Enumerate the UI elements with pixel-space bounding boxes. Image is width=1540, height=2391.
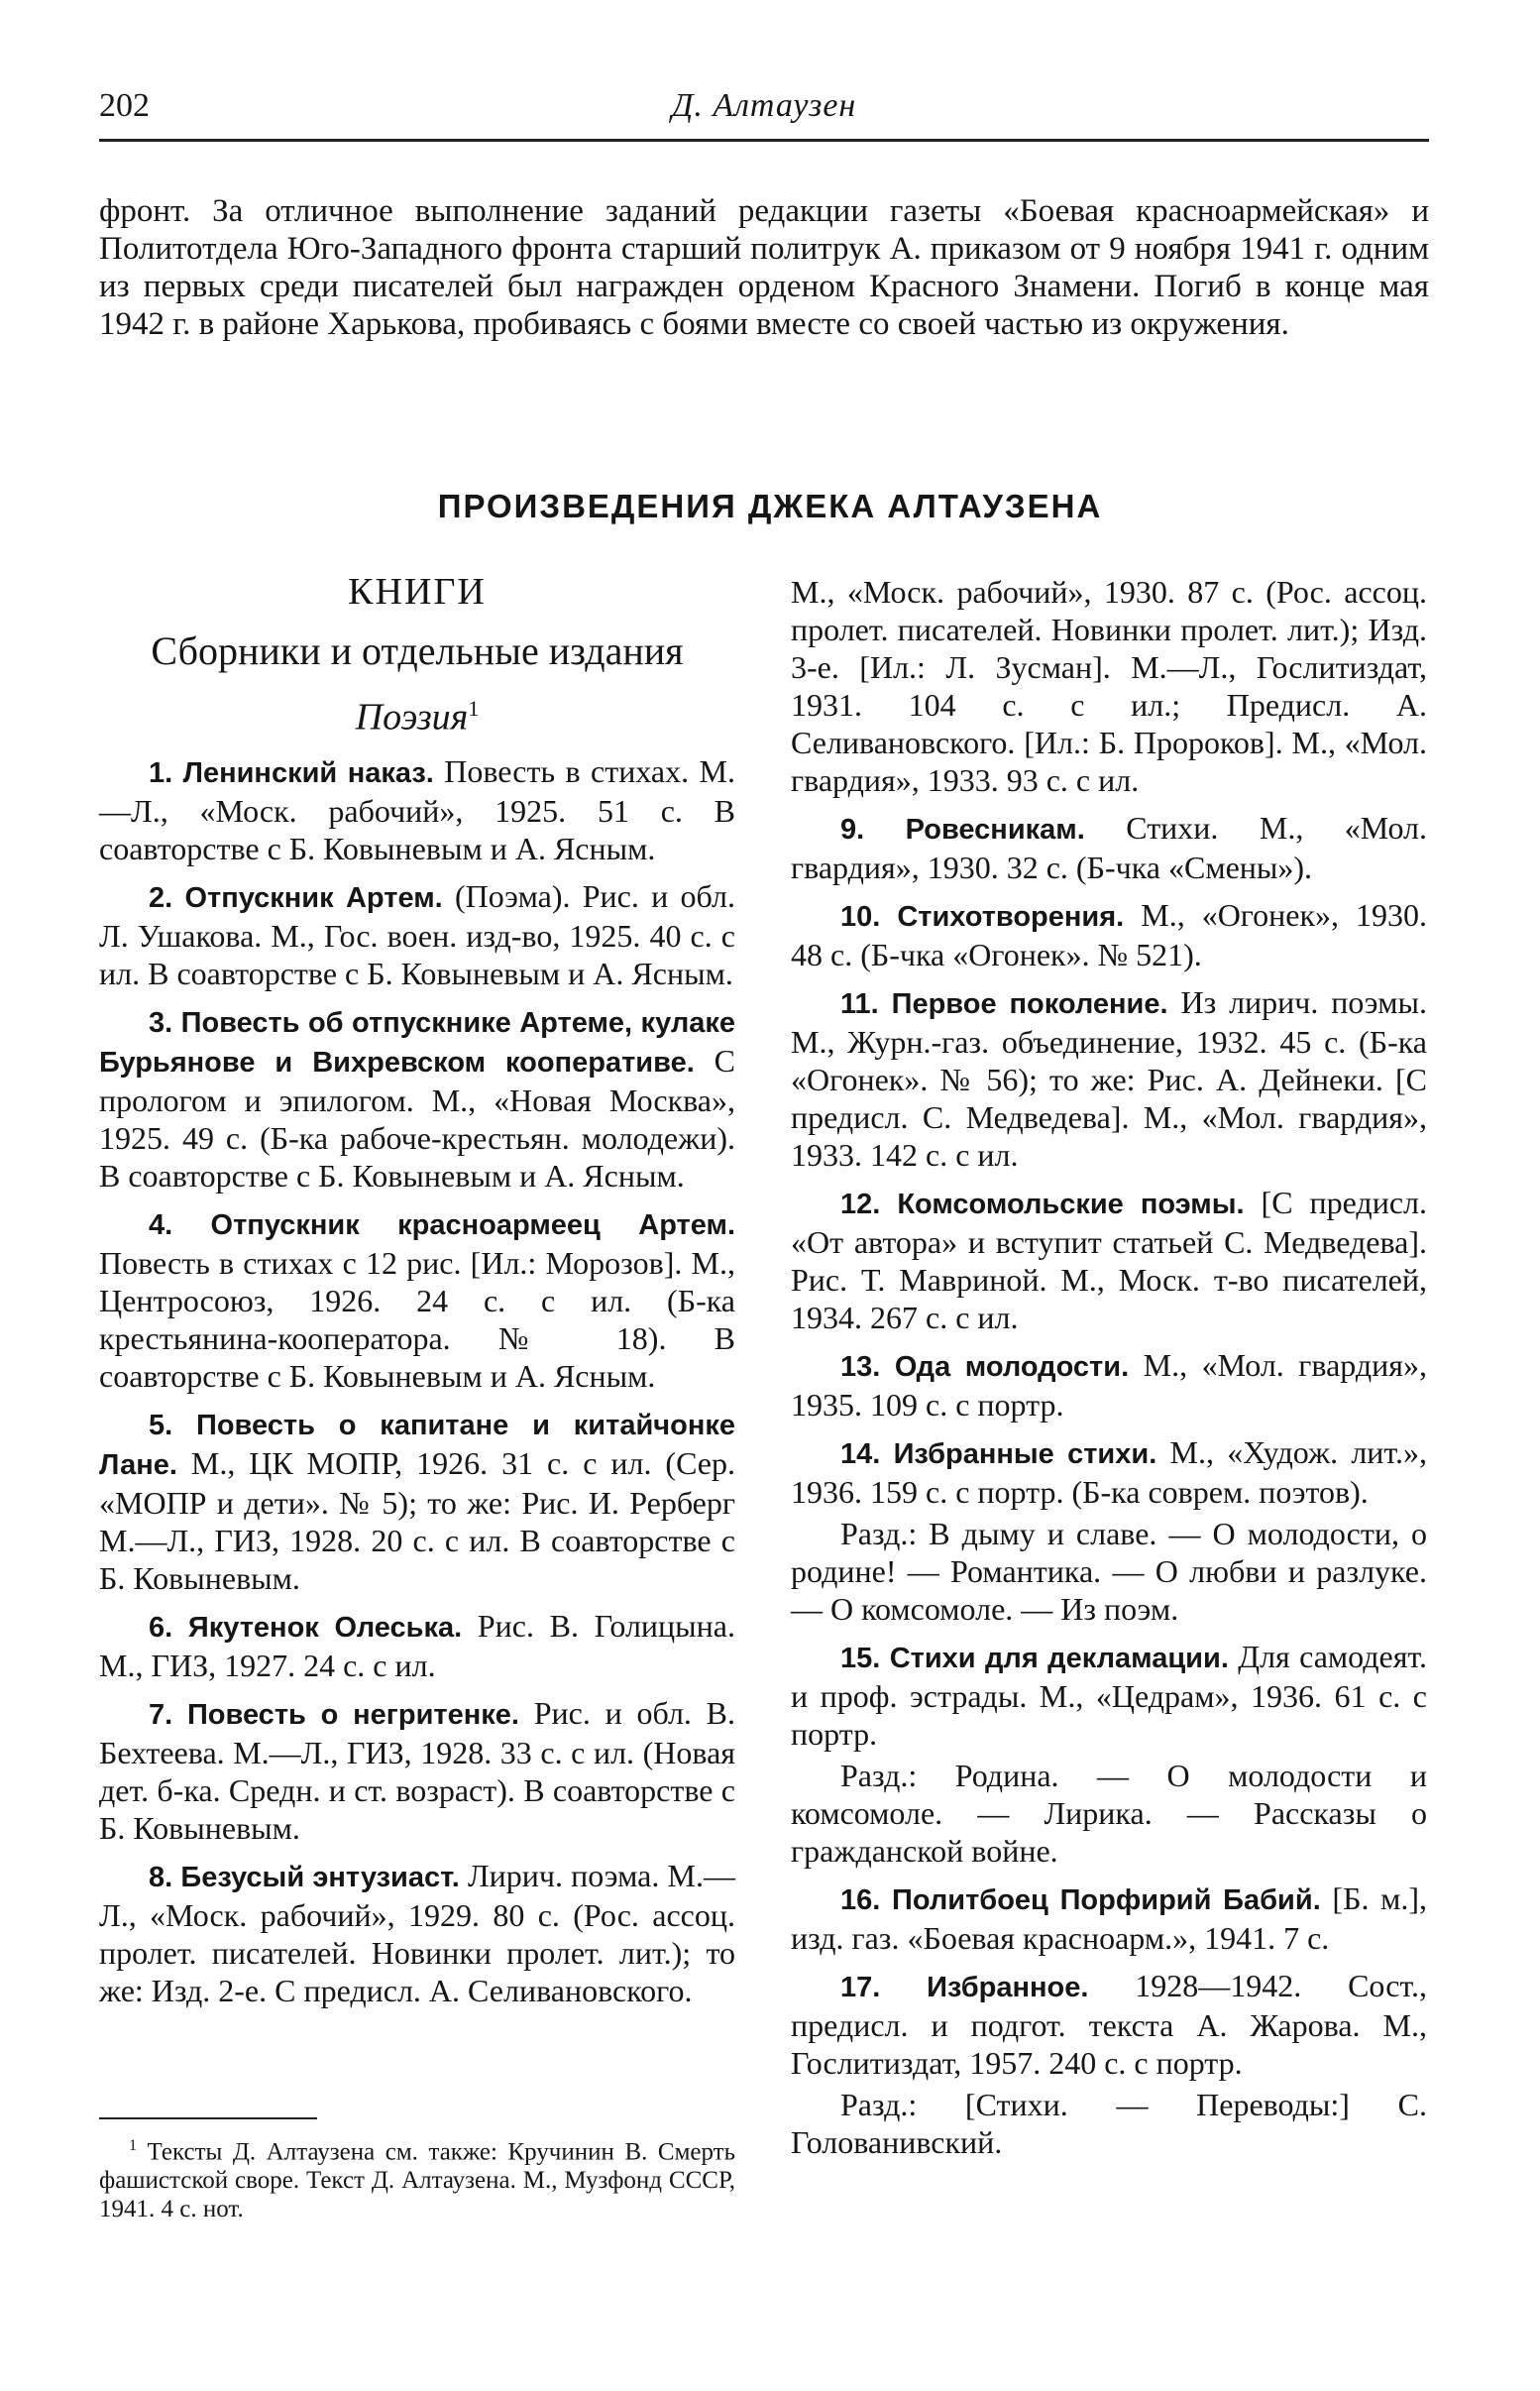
bibliography-entry [791,1638,1427,1753]
footnote [99,2131,735,2223]
entry-title: Якутенок Олеська. [187,1611,463,1644]
entry-number: 11. [840,988,879,1020]
entry-text: [С предисл. «От автора» и вступит статьей С. Медведева]. Рис. Т. Мавриной. М., Моск. т-во писателей, 1934. 267 с. с ил. [791,1185,1428,1335]
entry-text: Лирич. поэма. М.—Л., «Моск. рабочий», 1929. 80 с. (Рос. ассоц. пролет. писателей. Новинки пролет. лит.); то же: Изд. 2-е. С предисл. А. Селивановского. [99,1857,736,2008]
entry-sections: Разд.: [Стихи. — Переводы:] С. Голованивский. [791,2087,1427,2160]
bibliography-entry [791,896,1427,973]
entry-number: 10. [840,901,881,933]
entry-sections: Разд.: Родина. — О молодости и комсомоле. — Лирика. — Рассказы о гражданской войне. [791,1758,1427,1869]
section-title: ПРОИЗВЕДЕНИЯ ДЖЕКА АЛТАУЗЕНА [437,488,1103,524]
entry-number: 17. [840,1972,881,2003]
entry-number: 16. [840,1884,881,1916]
entry-text: М., «Худож. лит.», 1936. 159 с. с портр. (Б-ка соврем. поэтов). [791,1434,1428,1510]
entry-number: 15. [840,1643,881,1674]
entry-title: Повесть о капитане и китайчонке Лане. [99,1409,735,1481]
entry-continuation: М., «Моск. рабочий», 1930. 87 с. (Рос. ассоц. пролет. писателей. Новинки пролет. лит.); Изд. 3-е. [Ил.: Л. Зусман]. М.—Л., Гослитиздат, 1931. 104 с. с ил.; Предисл. А. Селивановского. [Ил.: Б. Пророков]. М., «Мол. гвардия», 1933. 93 с. с ил. [791,574,1427,798]
entry-number: 8. [149,1861,173,1893]
entry-title: Ода молодости. [894,1351,1130,1383]
page-number: 202 [99,87,150,124]
heading-poetry [99,690,735,737]
entry-title: Повесть о негритенке. [186,1698,519,1731]
entry-text: Из лирич. поэмы. М., Журн.-газ. объединение, 1932. 45 с. (Б-ка «Огонек». № 56); то же: Рис. А. Дейнеки. [С предисл. С. Медведева]. М., «Мол. гвардия», 1933. 142 с. с ил. [791,984,1428,1173]
entry-title: Политбоец Порфирий Бабий. [892,1884,1321,1916]
page-header [99,87,1429,131]
bibliography-entry [791,1433,1427,1511]
entry-text: М., ЦК МОПР, 1926. 31 с. с ил. (Сер. «МОПР и дети». № 5); то же: Рис. И. Рерберг М.—Л., ГИЗ, 1928. 20 с. с ил. В соавторстве с Б. Ковыневым. [99,1444,735,1596]
entry-title: Избранные стихи. [893,1438,1157,1470]
heading-collections: Сборники и отдельные издания [151,628,684,673]
entry-title: Избранное. [927,1972,1089,2003]
bibliography-entry [99,1857,735,2009]
bibliography-entry [99,1204,735,1395]
header-rule [99,139,1429,142]
entry-text: М., «Огонек», 1930. 48 с. (Б-чка «Огонек». № 521). [791,897,1427,972]
bibliography-entry [791,1346,1427,1423]
bibliography-entry [99,877,735,992]
entry-sections: Разд.: В дыму и славе. — О молодости, о родине! — Романтика. — О любви и разлуке. — О комсомоле. — Из поэм. [791,1516,1427,1627]
footnote-mark: 1 [468,696,480,721]
entry-text: М., «Мол. гвардия», 1935. 109 с. с портр. [791,1347,1428,1423]
bibliography-entry [791,1184,1427,1336]
heading-poetry-text: Поэзия [355,696,469,739]
bibliography-entry [791,1879,1427,1957]
entry-number: 6. [149,1611,173,1644]
entry-number: 7. [149,1698,173,1731]
entry-number: 2. [149,881,173,914]
entry-number: 3. [149,1006,173,1039]
entry-title: Стихи для декламации. [889,1643,1229,1674]
entry-title: Отпускник красноармеец Артем. [210,1208,735,1241]
entry-text: Рис. и обл. В. Бехтеева. М.—Л., ГИЗ, 1928. 33 с. с ил. (Новая дет. б-ка. Средн. и ст. возраст). В соавторстве с Б. Ковыневым. [99,1694,736,1846]
entry-title: Первое поколение. [891,988,1168,1020]
entry-title: Стихотворения. [897,901,1125,933]
entry-number: 1. [149,756,173,789]
entry-title: Ленинский наказ. [182,756,434,789]
entry-number: 14. [840,1438,881,1470]
entry-text: Рис. В. Голицына. М., ГИЗ, 1927. 24 с. с ил. [99,1607,735,1683]
bibliography-entry [99,1002,735,1195]
entry-number: 12. [840,1189,881,1220]
left-column [99,573,735,2019]
entry-text: С прологом и эпилогом. М., «Новая Москва», 1925. 49 с. (Б-ка рабоче-крестьян. молодежи). В соавторстве с Б. Ковыневым и А. Ясным. [99,1042,736,1194]
entry-text: 1928—1942. Сост., предисл. и подгот. текста А. Жарова. М., Гослитиздат, 1957. 240 с. с портр. [791,1968,1428,2081]
bibliography-entry [99,1607,735,1684]
bibliography-entry [99,1694,735,1847]
right-column [791,573,1427,2171]
footnote-rule [99,2117,317,2119]
bibliography-entry [791,983,1427,1174]
entry-text: Стихи. М., «Мол. гвардия», 1930. 32 с. (Б-чка «Смены»). [791,810,1428,885]
bibliography-entry [99,1405,735,1597]
entry-title: Повесть об отпускнике Артеме, кулаке Бурьянове и Вихревском кооперативе. [99,1006,736,1079]
entry-title: Комсомольские поэмы. [897,1189,1245,1220]
entry-number: 13. [840,1351,881,1383]
entry-number: 4. [149,1208,173,1241]
running-title: Д. Алтаузен [671,87,857,124]
bibliography-entry [99,752,735,867]
intro-paragraph: фронт. За отличное выполнение заданий редакции газеты «Боевая красноармейская» и Политотдела Юго-Западного фронта старший политрук А. приказом от 9 ноября 1941 г. одним из первых среди писателей был награжден орденом Красного Знамени. Погиб в конце мая 1942 г. в районе Харькова, пробиваясь с боями вместе со своей частью из окружения. [99,193,1429,342]
entry-text: Повесть в стихах. М.—Л., «Моск. рабочий», 1925. 51 с. В соавторстве с Б. Ковыневым и А. Ясным. [99,752,735,866]
entry-text: Для самодеят. и проф. эстрады. М., «Цедрам», 1936. 61 с. с портр. [791,1639,1428,1752]
entry-text: Повесть в стихах с 12 рис. [Ил.: Морозов]. М., Центросоюз, 1926. 24 с. с ил. (Б-ка крестьянина-кооператора. № 18). В соавторстве с Б. Ковыневым и А. Ясным. [99,1244,735,1394]
heading-books: КНИГИ [348,571,487,613]
entry-title: Отпускник Артем. [184,881,443,914]
entry-text: (Поэма). Рис. и обл. Л. Ушакова. М., Гос. воен. изд-во, 1925. 40 с. с ил. В соавторстве с Б. Ковыневым и А. Ясным. [99,877,736,991]
footnote-text: Тексты Д. Алтаузена см. также: Кручинин В. Смерть фашистской своре. Текст Д. Алтаузена. М., Музфонд СССР, 1941. 4 с. нот. [99,2138,735,2223]
entry-title: Ровесникам. [905,814,1085,846]
entry-text: [Б. м.], изд. газ. «Боевая красноарм.», 1941. 7 с. [791,1880,1428,1956]
bibliography-entry [791,1967,1427,2082]
footnote-number: 1 [129,2137,137,2154]
entry-title: Безусый энтузиаст. [180,1861,460,1893]
entry-number: 5. [149,1409,173,1441]
bibliography-entry [791,809,1427,886]
entry-number: 9. [840,814,865,846]
